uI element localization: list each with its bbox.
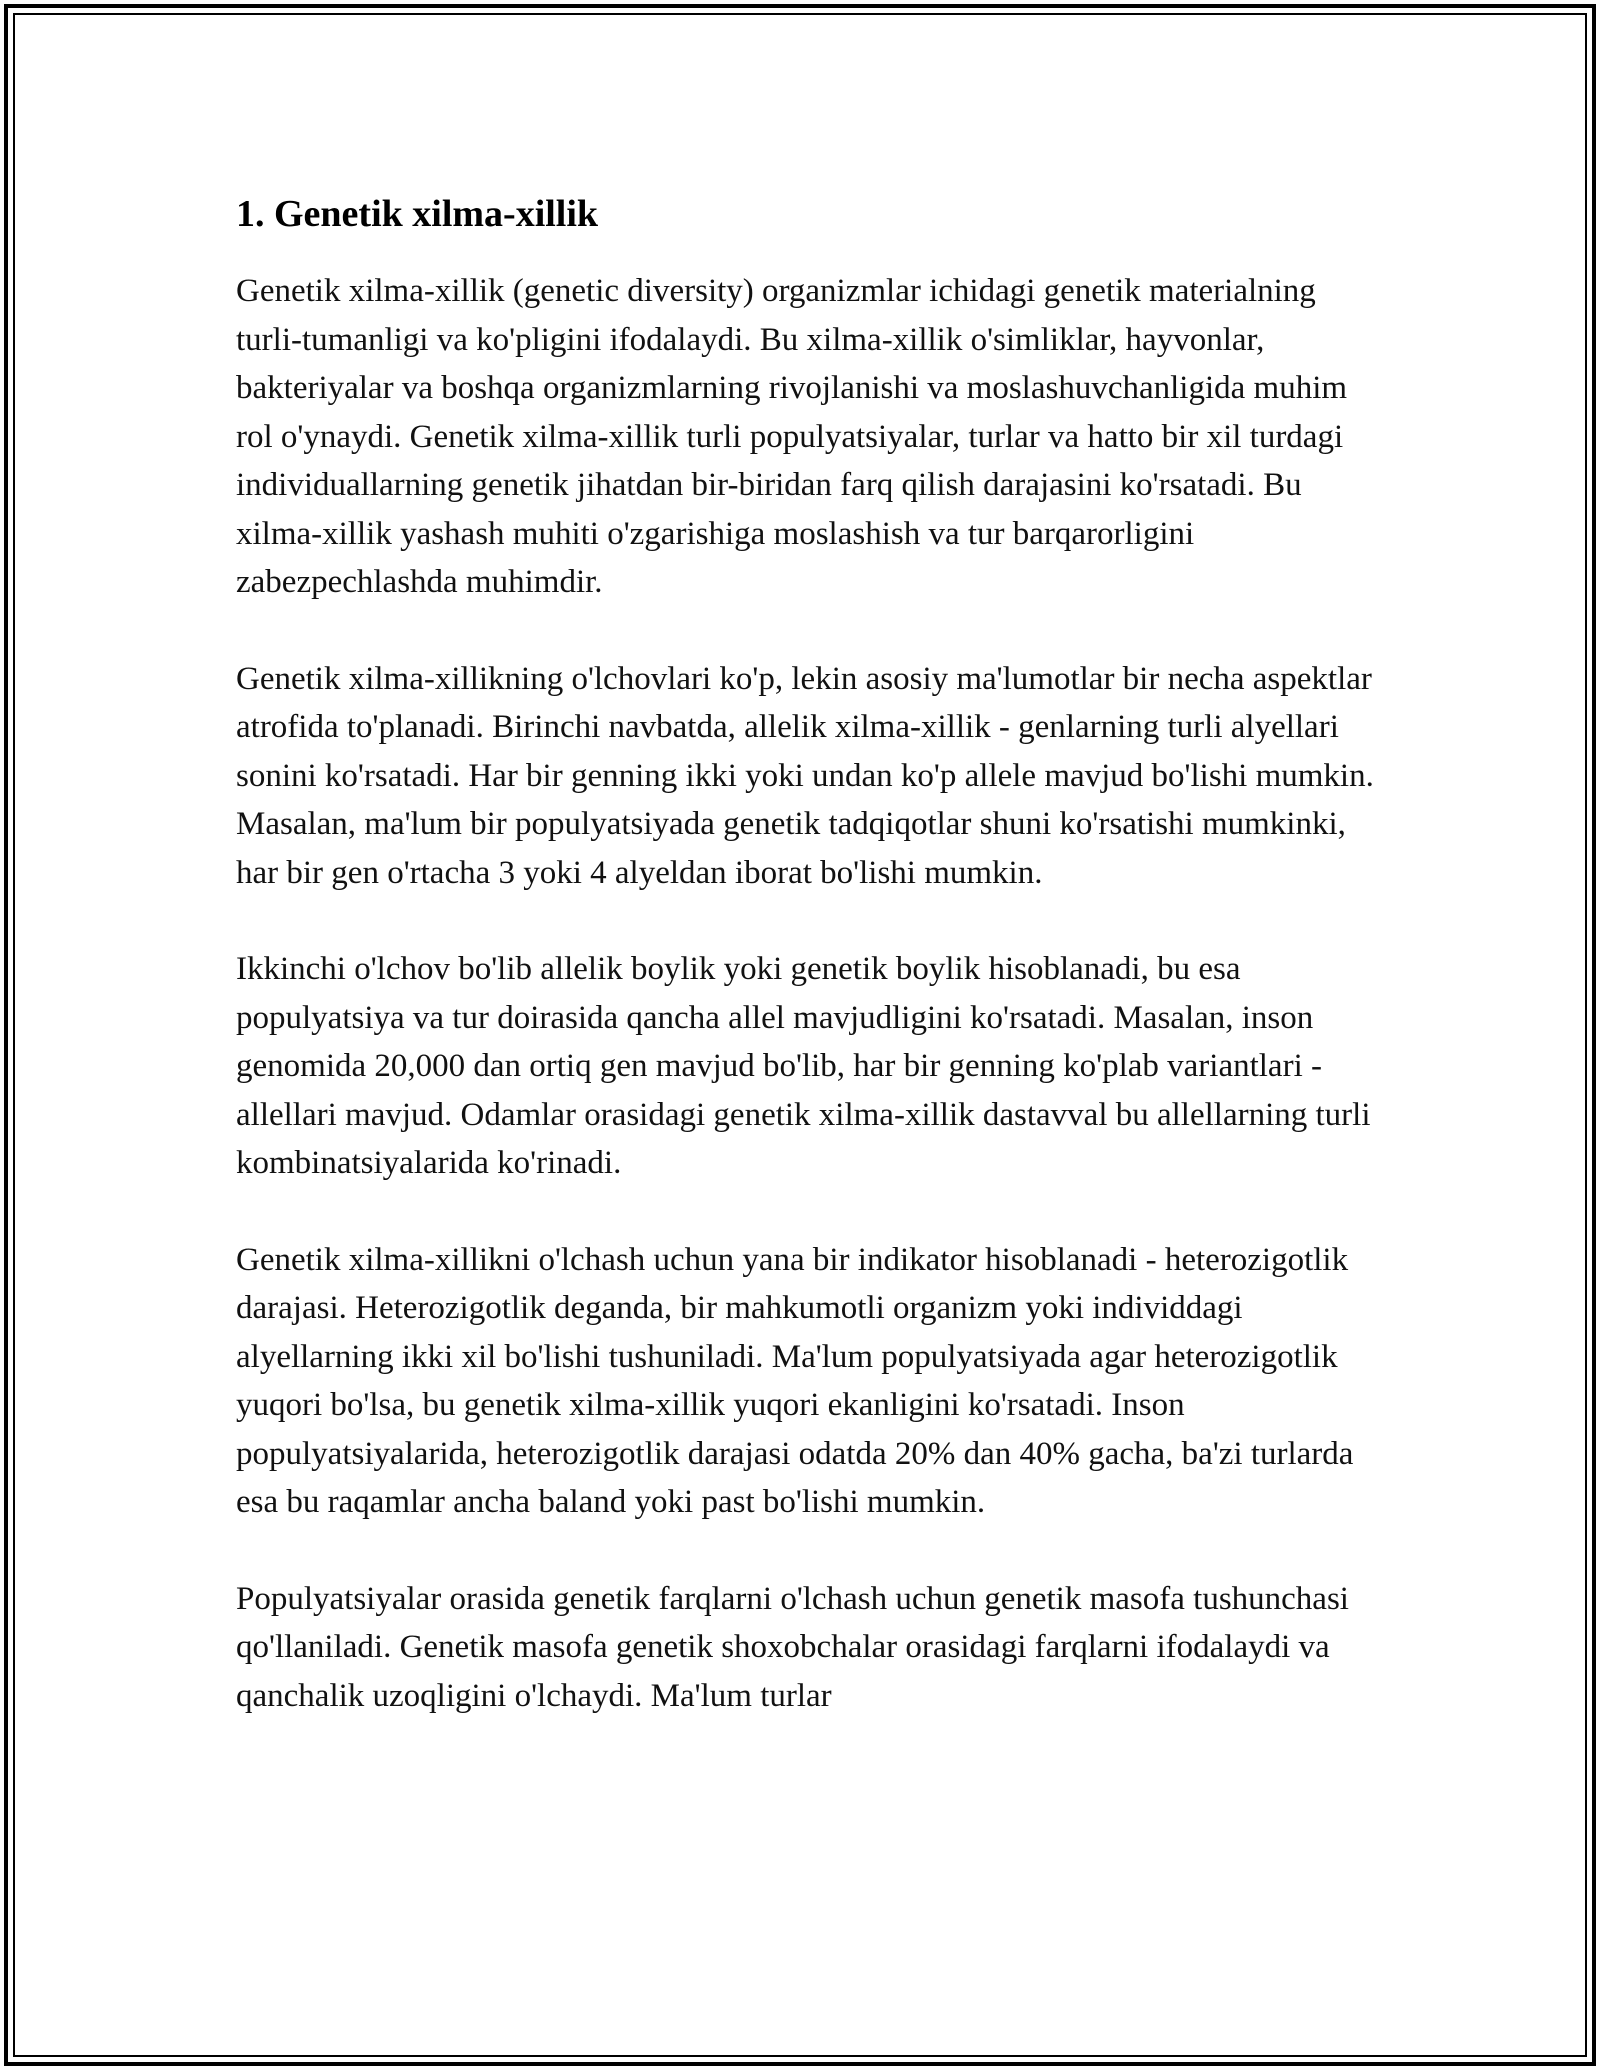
section-heading: 1. Genetik xilma-xillik xyxy=(236,193,599,235)
paragraph-2: Genetik xilma-xillikning o'lchovlari ko'p, lekin asosiy ma'lumotlar bir necha aspektlar atrofida to'planadi. Birinchi navbatda, allelik xilma-xillik - genlarning turli alyellari sonini ko'rsatadi. Har bir genning ikki yoki undan ko'p allele mavjud bo'lishi mumkin. Masalan, ma'lum bir populyatsiyada genetik tadqiqotlar shuni ko'rsatishi mumkinki, har bir gen o'rtacha 3 yoki 4 alyeldan iborat bo'lishi mumkin. xyxy=(236,660,1374,891)
paragraph-4: Genetik xilma-xillikni o'lchash uchun yana bir indikator hisoblanadi - heterozigotlik darajasi. Heterozigotlik deganda, bir mahkumotli organizm yoki individdagi alyellarning ikki xil bo'lishi tushuniladi. Ma'lum populyatsiyada agar heterozigotlik yuqori bo'lsa, bu genetik xilma-xillik yuqori ekanligini ko'rsatadi. Inson populyatsiyalarida, heterozigotlik darajasi odatda 20% dan 40% gacha, ba'zi turlarda esa bu raqamlar ancha baland yoki past bo'lishi mumkin. xyxy=(236,1241,1354,1520)
paragraph-3: Ikkinchi o'lchov bo'lib allelik boylik yoki genetik boylik hisoblanadi, bu esa populyatsiya va tur doirasida qancha allel mavjudligini ko'rsatadi. Masalan, inson genomida 20,000 dan ortiq gen mavjud bo'lib, har bir genning ko'plab variantlari - allellari mavjud. Odamlar orasidagi genetik xilma-xillik dastavval bu allellarning turli kombinatsiyalarida ko'rinadi. xyxy=(236,951,1371,1181)
paragraph-5: Populyatsiyalar orasida genetik farqlarni o'lchash uchun genetik masofa tushunchasi qo'llaniladi. Genetik masofa genetik shoxobchalar orasidagi farqlarni ifodalaydi va qanchalik uzoqligini o'lchaydi. Ma'lum turlar xyxy=(236,1580,1349,1714)
document-body xyxy=(236,185,1376,1768)
paragraph-1: Genetik xilma-xillik (genetic diversity) organizmlar ichidagi genetik materialning turli-tumanligi va ko'pligini ifodalaydi. Bu xilma-xillik o'simliklar, hayvonlar, bakteriyalar va boshqa organizmlarning rivojlanishi va moslashuvchanligida muhim rol o'ynaydi. Genetik xilma-xillik turli populyatsiyalar, turlar va hatto bir xil turdagi individuallarning genetik jihatdan bir-biridan farq qilish darajasini ko'rsatadi. Bu xilma-xillik yashash muhiti o'zgarishiga moslashish va tur barqarorligini zabezpechlashda muhimdir. xyxy=(236,273,1348,600)
